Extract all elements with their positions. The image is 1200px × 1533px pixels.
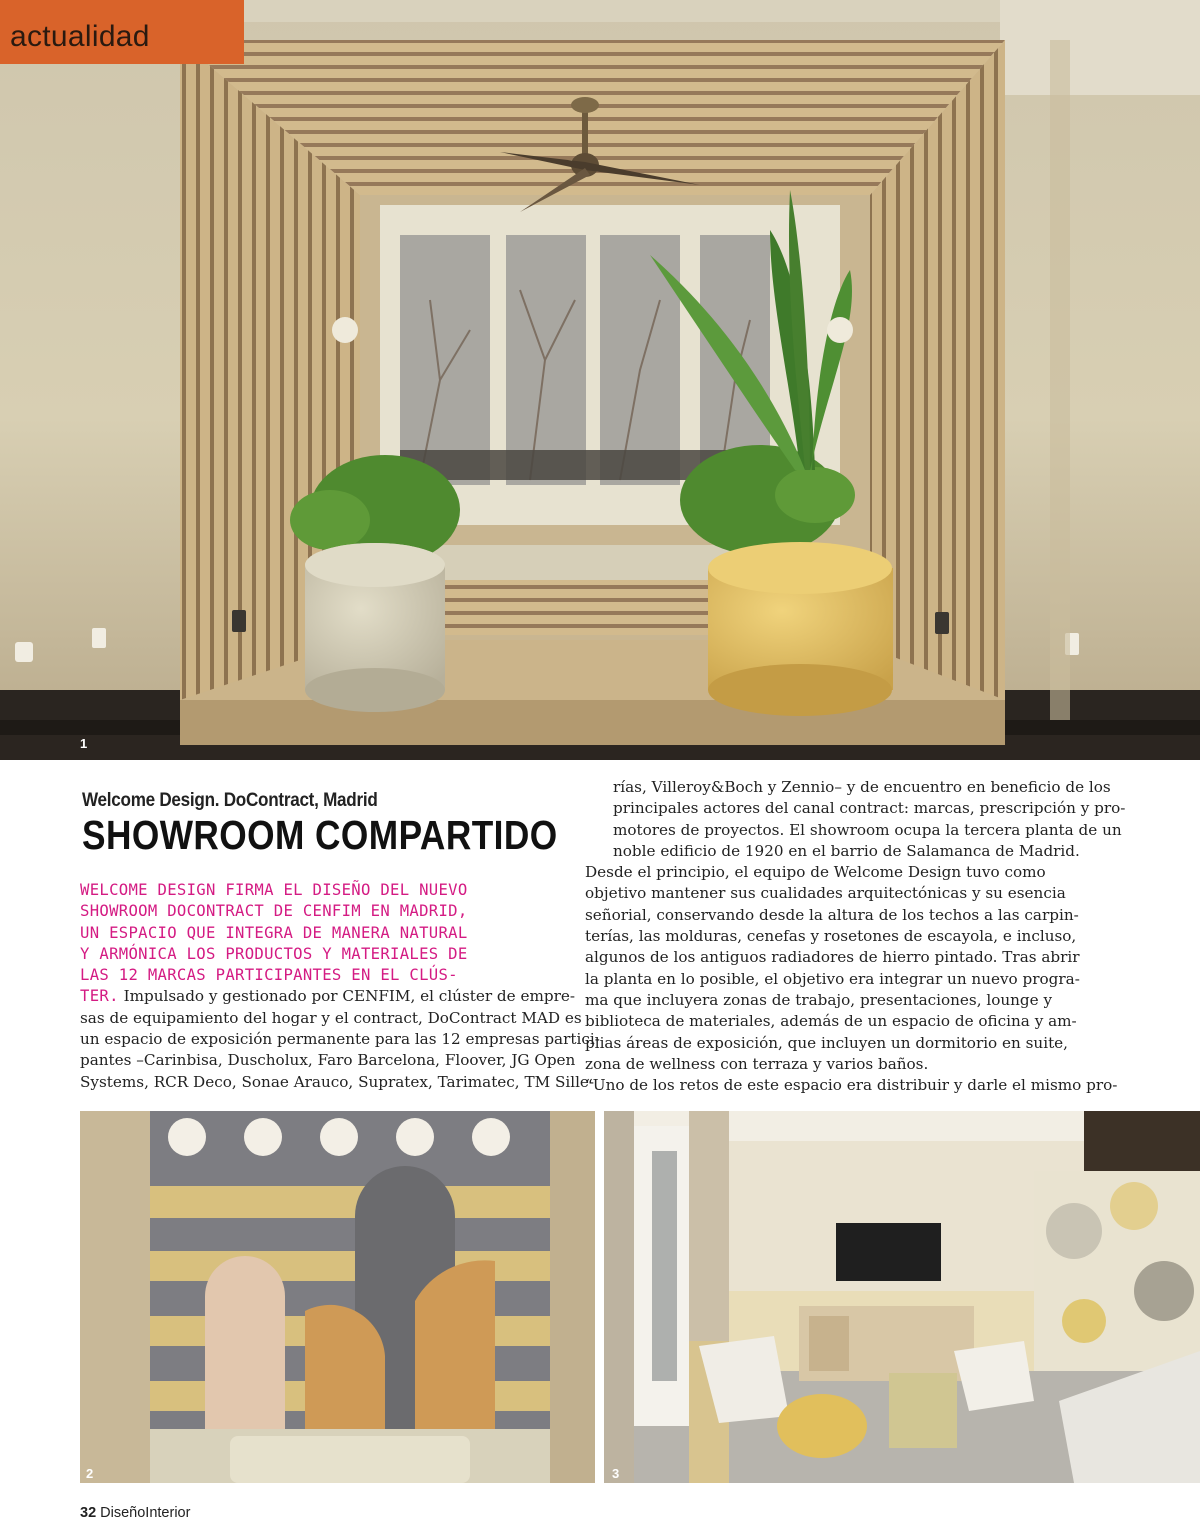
section-tag-label: actualidad [10,20,150,53]
photo-2 [80,1111,595,1483]
lead-line: LAS 12 MARCAS PARTICIPANTES EN EL CLÚS- [80,966,458,985]
photo-3 [604,1111,1200,1483]
lead-line: UN ESPACIO QUE INTEGRA DE MANERA NATURAL [80,923,468,942]
body-line: noble edificio de 1920 en el barrio de Salamanca de Madrid. [613,841,1080,860]
body-line: objetivo mantener sus cualidades arquitectónicas y su esencia [585,884,1066,903]
body-line: principales actores del canal contract: marcas, prescripción y pro- [613,799,1126,818]
body-line: terías, las molduras, cenefas y rosetones de escayola, e incluso, [585,927,1077,946]
body-line: biblioteca de materiales, además de un espacio de oficina y am- [585,1012,1077,1031]
lead-end: TER. [80,987,119,1006]
photo-number-3: 3 [612,1466,620,1481]
body-line: pantes –Carinbisa, Duscholux, Faro Barcelona, Floover, JG Open [80,1051,576,1070]
body-line: motores de proyectos. El showroom ocupa la tercera planta de un [613,820,1122,839]
hero-photo [0,0,1200,760]
body-line: plias áreas de exposición, que incluyen un dormitorio en suite, [585,1033,1068,1052]
photo-number-1: 1 [80,736,88,751]
body-line: señorial, conservando desde la altura de los techos a las carpin- [585,905,1079,924]
article-kicker: Welcome Design. DoContract, Madrid [82,790,378,811]
lead-line: WELCOME DESIGN FIRMA EL DISEÑO DEL NUEVO [80,881,468,899]
article-column-right [585,777,1125,1096]
hero-photo-illustration [0,0,1200,760]
article-headline: SHOWROOM COMPARTIDO [82,812,558,858]
body-line: rías, Villeroy&Boch y Zennio– y de encuentro en beneficio de los [613,778,1111,796]
body-line: un espacio de exposición permanente para las 12 empresas partici- [80,1030,600,1049]
body-line: Systems, RCR Deco, Sonae Arauco, Supratex, Tarimatec, TM Sille- [80,1072,595,1091]
magazine-name: DiseñoInterior [100,1505,191,1521]
page-number: 32 [80,1505,97,1521]
photo-number-2: 2 [86,1466,94,1481]
lead-line: SHOWROOM DOCONTRACT DE CENFIM EN MADRID, [80,902,468,921]
article-column-left [80,880,600,1093]
body-line: algunos de los antiguos radiadores de hierro pintado. Tras abrir [585,948,1080,967]
page-footer [80,1505,190,1521]
body-line: Impulsado y gestionado por CENFIM, el clúster de empre- [118,987,575,1006]
photo-3-illustration [604,1111,1200,1483]
body-line: “Uno de los retos de este espacio era distribuir y darle el mismo pro- [585,1076,1118,1095]
lead-end-line [80,986,580,1007]
lead-line: Y ARMÓNICA LOS PRODUCTOS Y MATERIALES DE [80,944,468,963]
body-line: sas de equipamiento del hogar y el contract, DoContract MAD es [80,1008,582,1027]
body-line: ma que incluyera zonas de trabajo, presentaciones, lounge y [585,990,1053,1009]
body-line: Desde el principio, el equipo de Welcome Design tuvo como [585,863,1046,882]
body-line: la planta en lo posible, el objetivo era integrar un nuevo progra- [585,969,1080,988]
photo-2-illustration [80,1111,595,1483]
body-line: zona de wellness con terraza y varios baños. [585,1054,929,1073]
